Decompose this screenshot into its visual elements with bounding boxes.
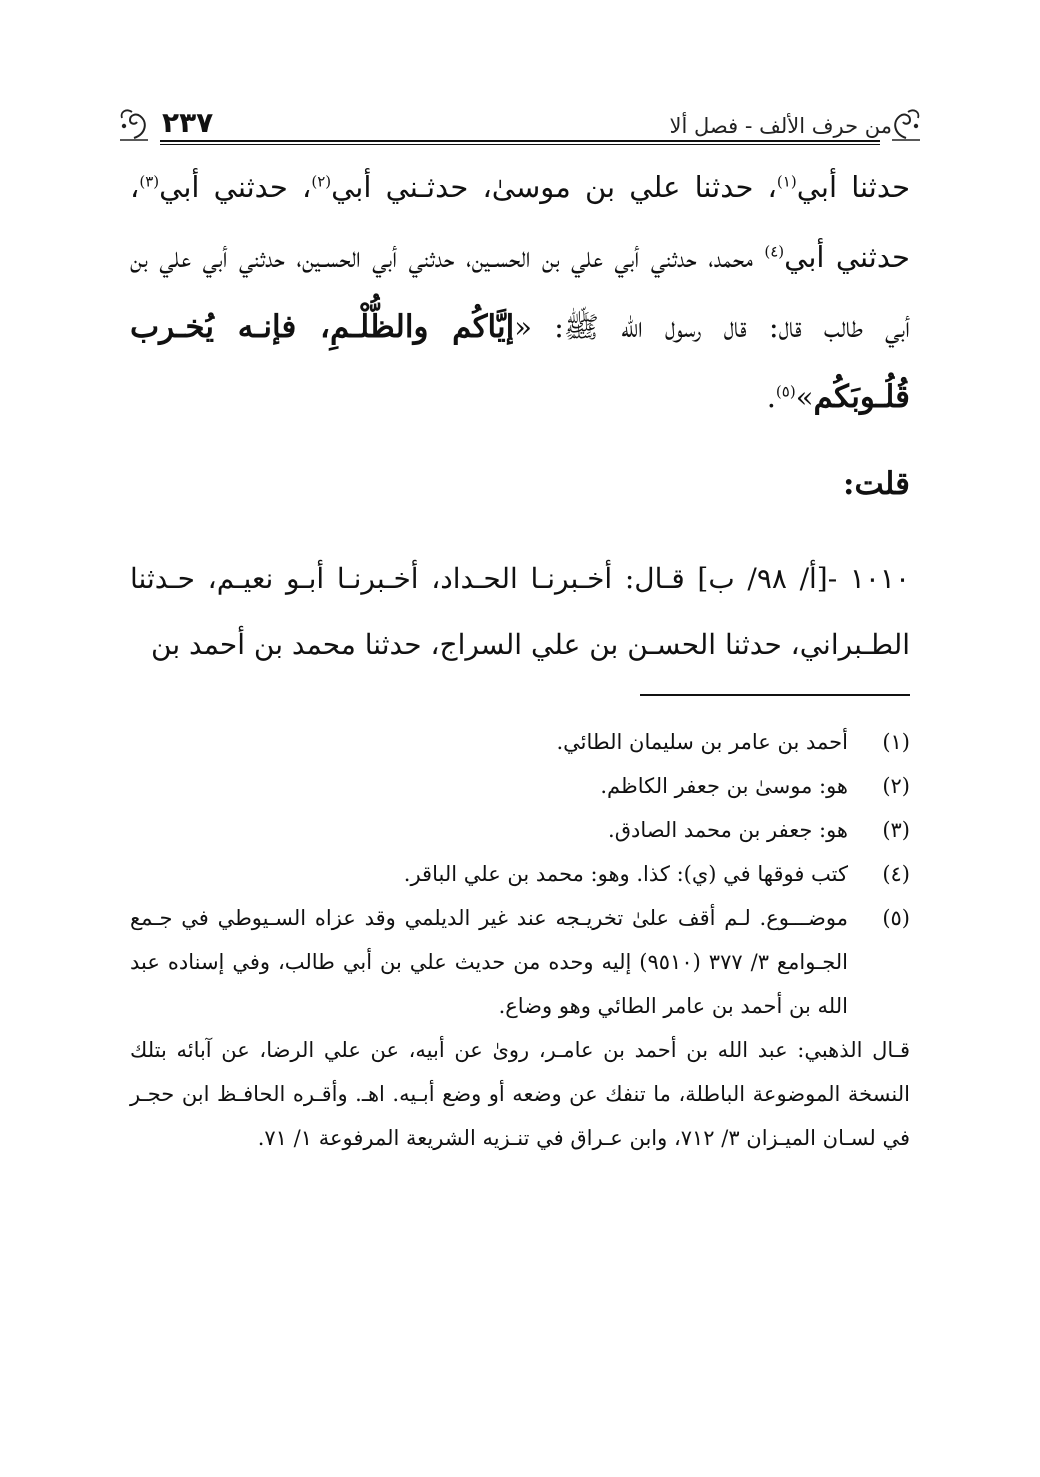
footnote-text: هو: موسىٰ بن جعفر الكاظم. <box>600 774 848 798</box>
header-rule <box>160 140 880 142</box>
floral-ornament-icon <box>886 104 926 144</box>
page-number: ٢٣٧ <box>162 106 214 139</box>
footnote-continuation: قـال الذهبي: عبد الله بن أحمد بن عامـر، روىٰ عن أبيه، عن علي الرضا، عن آبائه بتلك النسخة الموضوعة الباطلة، ما تنفك عن وضعه أو وضع أبـيه. اهـ. وأقـره الحافـظ ابن حجـر في لسـان الميـزان ٣/ ٧١٢، وابن عـراق في تنـزيه الشريعة المرفوعة ١/ ٧١. <box>130 1038 910 1150</box>
footnote-ref[interactable]: (٥) <box>775 382 796 401</box>
footnote-separator <box>640 694 910 696</box>
footnote-ref[interactable]: (٢) <box>311 172 332 191</box>
footnote-text: موضـــوع. لـم أقف علىٰ تخريـجه عند غير الديلمي وقد عزاه السـيوطي في جـمع الجـوامع ٣/ ٣٧٧ (٩٥١٠) إليه وحده من حديث علي بن أبي طالب، وفي إسناده عبد الله بن أحمد بن عامر الطائي وهو وضاع. <box>130 906 848 1018</box>
footnote-item <box>130 808 910 852</box>
header-rule-thin <box>160 144 880 145</box>
paragraph-1: حدثنا أبي$^{(١)}$، حدثنا علي بن موسىٰ، حدثـني أبي$^{(٢)}$، حدثني أبي$^{(٣)}$، حدثني أبي$^{(٤)}$ محمد، حدثني أبي علي بن الحسـين، حدثني أبي الحسـين، حدثني أبي علي بن أبي طالب قال: قال رسول الله ﷺ: «إيَّاكُم والظُّلْـمِ، فإنـه يُخـرب قُلُـوبَكُم»$^{(٥)}$. <box>130 170 910 415</box>
footnote-number: (١) <box>882 730 910 754</box>
footnote-item <box>130 720 910 764</box>
main-text <box>130 152 910 432</box>
footnote-item <box>130 764 910 808</box>
footnote-ref[interactable]: (٤) <box>764 242 785 261</box>
footnote-text: هو: جعفر بن محمد الصادق. <box>608 818 848 842</box>
footnote-number: (٣) <box>882 818 910 842</box>
floral-ornament-icon <box>114 104 154 144</box>
footnote-ref[interactable]: (٣) <box>139 172 160 191</box>
footnote-number: (٥) <box>882 906 910 930</box>
footnote-ref[interactable]: (١) <box>776 172 797 191</box>
header-title: من حرف الألف - فصل ألا <box>669 114 892 138</box>
footnote-text: أحمد بن عامر بن سليمان الطائي. <box>556 730 848 754</box>
hadith-quote: إيَّاكُم والظُّلْـمِ، فإنـه يُخـرب قُلُـوبَكُم <box>130 309 910 415</box>
footnote-text: كتب فوقها في (ي): كذا. وهو: محمد بن علي الباقر. <box>403 862 848 886</box>
paragraph-2: ١٠١٠ -[أ/ ٩٨/ ب] قـال: أخـبرنـا الحـداد، أخـبرنـا أبـو نعيـم، حـدثنا الطـبراني، حدثنا الحسـن بن علي السراج، حدثنا محمد بن أحمد بن <box>130 562 910 661</box>
footnote-number: (٢) <box>882 774 910 798</box>
footnotes <box>130 720 910 1160</box>
footnote-item <box>130 852 910 896</box>
footnote-number: (٤) <box>882 862 910 886</box>
main-text-2 <box>130 546 910 678</box>
running-header <box>120 94 920 146</box>
section-heading: قلت: <box>843 466 910 502</box>
footnote-item <box>130 896 910 1028</box>
